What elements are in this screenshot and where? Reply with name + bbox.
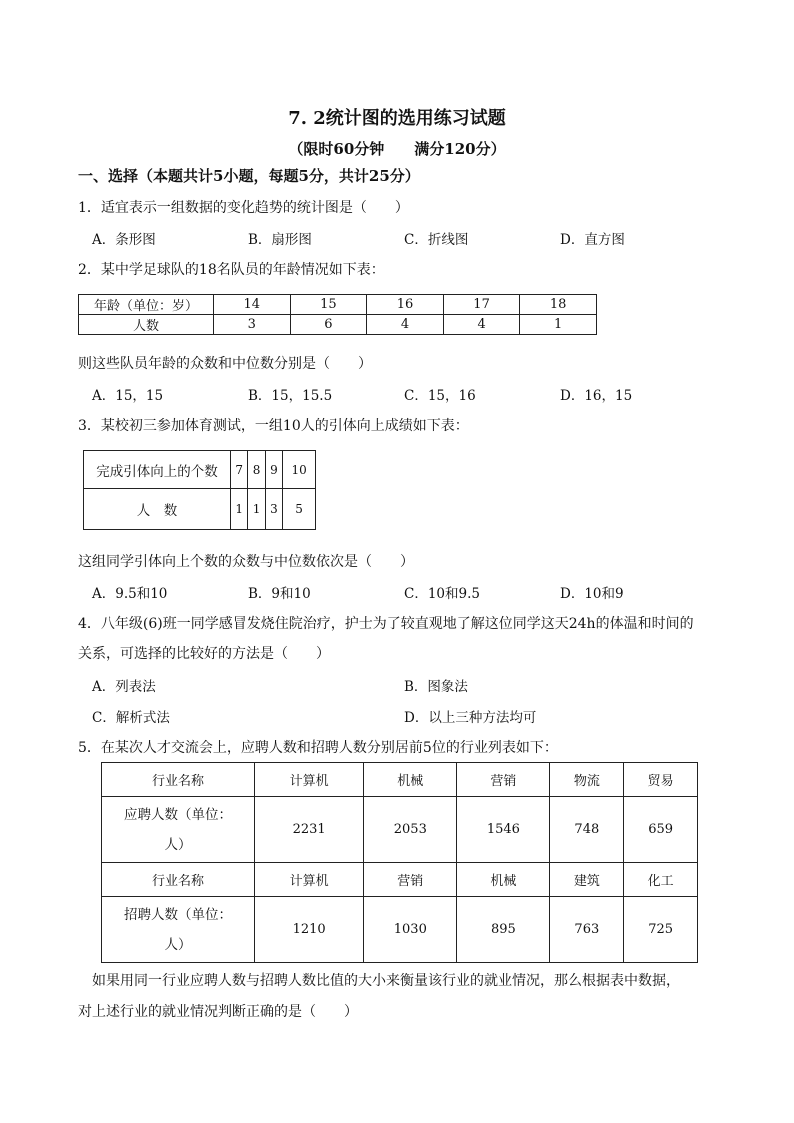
q2-option-a: A．15，15	[92, 388, 164, 404]
q3-value-cell: 7	[231, 451, 248, 489]
q5-hire-label-line1: 招聘人数（单位：	[124, 906, 232, 923]
q4-option-c: C．解析式法	[92, 710, 170, 726]
q5-hire-industry: 营销	[364, 863, 457, 897]
q2-age-cell: 15	[290, 295, 367, 315]
q2-count-cell: 4	[443, 315, 520, 335]
q3-row1-label: 完成引体向上的个数	[84, 451, 231, 489]
q3-count-cell: 5	[283, 489, 316, 530]
q2-row2-label: 人数	[79, 315, 214, 335]
q1-stem: 1．适宜表示一组数据的变化趋势的统计图是（ ）	[78, 200, 409, 216]
q2-age-cell: 17	[443, 295, 520, 315]
q3-stem: 3．某校初三参加体育测试，一组10人的引体向上成绩如下表：	[78, 418, 469, 434]
q5-apply-industry: 贸易	[624, 763, 698, 797]
page-subtitle: （限时60分钟 满分120分）	[288, 140, 506, 158]
q3-question: 这组同学引体向上个数的众数与中位数依次是（ ）	[78, 554, 414, 570]
q5-apply-industry: 物流	[550, 763, 624, 797]
q5-apply-count: 748	[550, 797, 624, 863]
q4-stem-line1: 4．八年级(6)班一同学感冒发烧住院治疗，护士为了较直观地了解这位同学这天24h的体温和时间的	[78, 616, 694, 632]
q5-apply-count: 659	[624, 797, 698, 863]
q1-option-b: B．扇形图	[248, 232, 312, 248]
q5-apply-count: 1546	[457, 797, 550, 863]
q2-age-cell: 14	[214, 295, 291, 315]
q3-option-d: D．10和9	[560, 586, 624, 602]
q5-hire-industry: 化工	[624, 863, 698, 897]
q2-row1-label: 年龄（单位：岁）	[79, 295, 214, 315]
q3-option-b: B．9和10	[248, 586, 311, 602]
q5-hire-count: 1030	[364, 897, 457, 963]
q4-option-d: D．以上三种方法均可	[404, 710, 537, 726]
q5-apply-label-line1: 应聘人数（单位：	[124, 806, 232, 823]
q5-hire-industry: 机械	[457, 863, 550, 897]
q3-option-c: C．10和9.5	[404, 586, 480, 602]
q4-option-a: A．列表法	[92, 679, 156, 695]
q2-count-cell: 3	[214, 315, 291, 335]
q2-option-d: D．16，15	[560, 388, 633, 404]
q5-hire-count: 1210	[255, 897, 364, 963]
q5-hire-label	[102, 897, 255, 963]
q3-row2-label: 人 数	[84, 489, 231, 530]
q5-stem: 5．在某次人才交流会上，应聘人数和招聘人数分别居前5位的行业列表如下：	[78, 740, 558, 756]
q3-value-cell: 9	[265, 451, 282, 489]
q2-count-cell: 4	[367, 315, 444, 335]
q1-option-c: C．折线图	[404, 232, 469, 248]
q5-hire-industry: 建筑	[550, 863, 624, 897]
q2-count-cell: 6	[290, 315, 367, 335]
q2-age-cell: 18	[520, 295, 597, 315]
q5-hire-count: 763	[550, 897, 624, 963]
q5-apply-label	[102, 797, 255, 863]
q2-stem: 2．某中学足球队的18名队员的年龄情况如下表：	[78, 262, 385, 278]
q5-header-label-2: 行业名称	[102, 863, 255, 897]
q5-question-line2: 对上述行业的就业情况判断正确的是（ ）	[78, 1004, 358, 1020]
page-title: 7. 2统计图的选用练习试题	[288, 108, 506, 129]
q3-count-cell: 3	[265, 489, 282, 530]
q5-apply-industry: 计算机	[255, 763, 364, 797]
q5-apply-industry: 机械	[364, 763, 457, 797]
q2-option-b: B．15，15.5	[248, 388, 333, 404]
q4-stem-line2: 关系，可选择的比较好的方法是（ ）	[78, 646, 330, 662]
q3-count-cell: 1	[231, 489, 248, 530]
q5-hire-count: 725	[624, 897, 698, 963]
q5-apply-industry: 营销	[457, 763, 550, 797]
q5-hire-industry: 计算机	[255, 863, 364, 897]
q1-option-a: A．条形图	[92, 232, 156, 248]
q3-pullup-table	[83, 450, 316, 530]
q5-hire-count: 895	[457, 897, 550, 963]
q5-question-line1: 如果用同一行业应聘人数与招聘人数比值的大小来衡量该行业的就业情况，那么根据表中数据，	[92, 973, 680, 989]
q5-apply-count: 2231	[255, 797, 364, 863]
q2-option-c: C．15，16	[404, 388, 476, 404]
q3-count-cell: 1	[248, 489, 265, 530]
q5-header-label: 行业名称	[102, 763, 255, 797]
section-heading: 一、选择（本题共计5小题，每题5分，共计25分）	[78, 167, 420, 185]
q2-count-cell: 1	[520, 315, 597, 335]
q2-age-table	[78, 294, 597, 335]
q5-apply-label-line2: 人）	[164, 836, 192, 853]
q2-age-cell: 16	[367, 295, 444, 315]
q5-apply-count: 2053	[364, 797, 457, 863]
q2-question: 则这些队员年龄的众数和中位数分别是（ ）	[78, 356, 372, 372]
q3-option-a: A．9.5和10	[92, 586, 168, 602]
q3-value-cell: 8	[248, 451, 265, 489]
q5-industry-table	[101, 762, 698, 963]
q5-hire-label-line2: 人）	[164, 936, 192, 953]
q1-option-d: D．直方图	[560, 232, 625, 248]
q4-option-b: B．图象法	[404, 679, 468, 695]
q3-value-cell: 10	[283, 451, 316, 489]
